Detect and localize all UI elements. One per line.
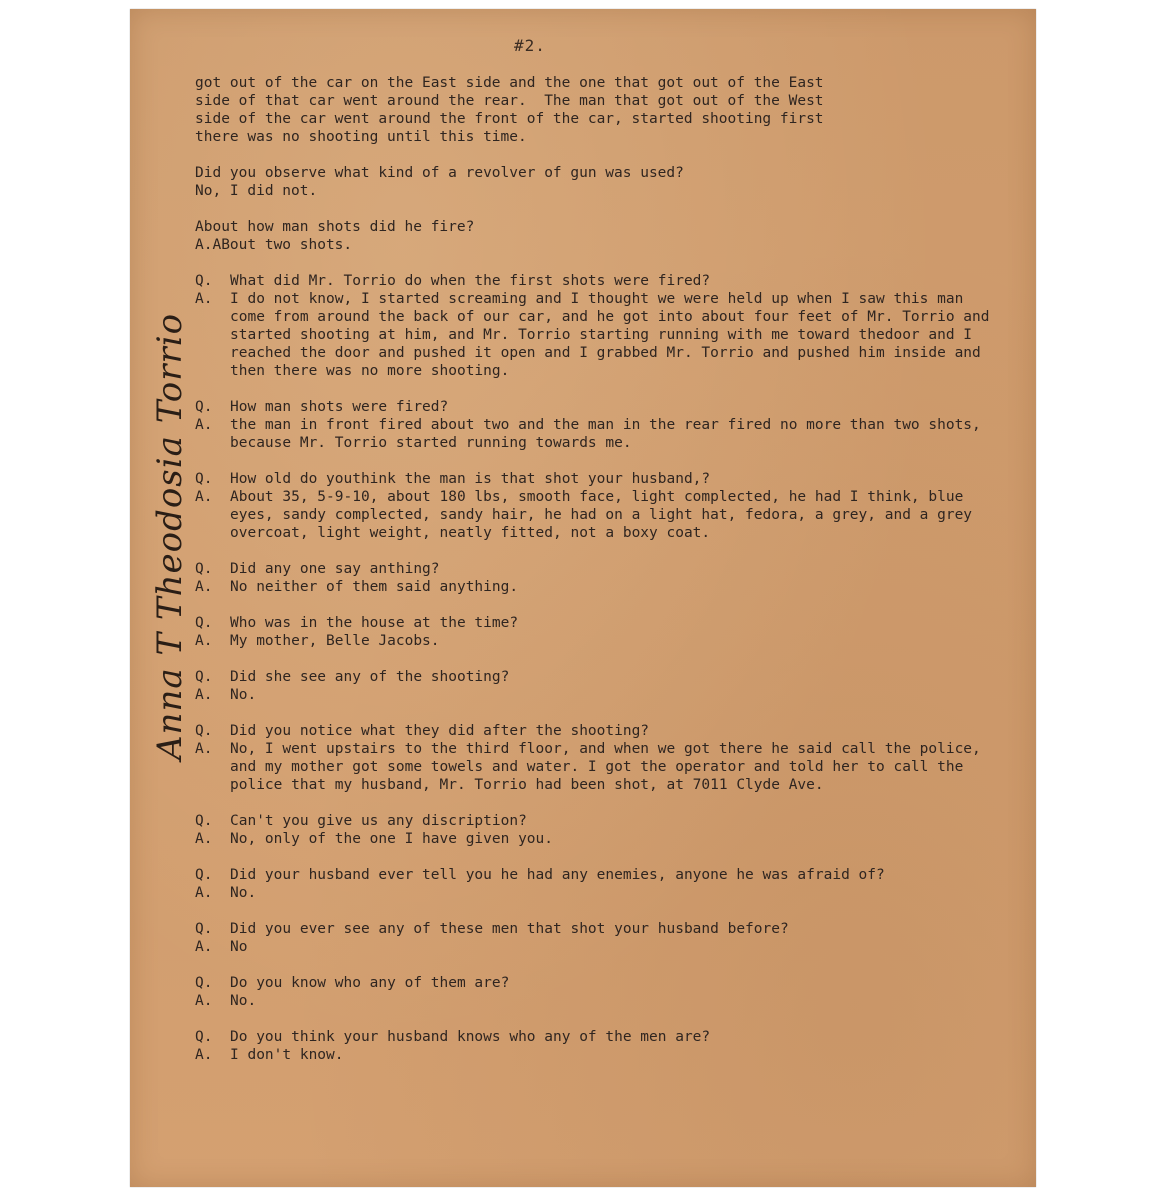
qa-block (195, 974, 995, 1010)
question (195, 560, 995, 578)
qa-block (195, 398, 995, 452)
question-label: Q. (195, 723, 213, 739)
question-label: Q. (195, 399, 213, 415)
answer-label: A. (195, 741, 213, 757)
answer-text: No. (230, 885, 257, 901)
handwritten-signature: Anna T Theodosia Torrio (150, 312, 190, 760)
answer-text: A.ABout two shots. (195, 237, 353, 253)
question-text: About how man shots did he fire? (195, 219, 475, 235)
answer (195, 992, 995, 1010)
qa-block (195, 614, 995, 650)
transcript-body (195, 74, 995, 1082)
question-text: What did Mr. Torrio do when the first shots were fired? (230, 273, 711, 289)
qa-block (195, 560, 995, 596)
question-text: Did you observe what kind of a revolver of gun was used? (195, 165, 684, 181)
question-text: Did any one say anthing? (230, 561, 440, 577)
answer (195, 632, 995, 650)
answer (195, 686, 995, 704)
answer-label: A. (195, 417, 213, 433)
question-text: Did she see any of the shooting? (230, 669, 510, 685)
answer-text: No neither of them said anything. (230, 579, 519, 595)
question-label: Q. (195, 975, 213, 991)
answer-text: No, I did not. (195, 183, 318, 199)
question (195, 974, 995, 992)
question (195, 470, 995, 488)
question (195, 398, 995, 416)
text-line: side of that car went around the rear. The man that got out of the West (195, 93, 824, 109)
question (195, 812, 995, 830)
answer-text: No (230, 939, 248, 955)
question-label: Q. (195, 615, 213, 631)
answer (195, 1046, 995, 1064)
question-label: Q. (195, 669, 213, 685)
answer-text: No, I went upstairs to the third floor, and when we got there he said call the police, and my mother got some towels and water. I got the operator and told her to call the police that my husband, Mr. Torrio had been shot, at 7011 Clyde Ave. (230, 741, 981, 793)
answer-text: My mother, Belle Jacobs. (230, 633, 440, 649)
question-label: Q. (195, 561, 213, 577)
question-text: Did your husband ever tell you he had any enemies, anyone he was afraid of? (230, 867, 885, 883)
qa-block (195, 722, 995, 794)
text-line: side of the car went around the front of the car, started shooting first (195, 111, 824, 127)
answer-label: A. (195, 579, 213, 595)
answer (195, 884, 995, 902)
question-text: Do you think your husband knows who any of the men are? (230, 1029, 711, 1045)
answer (195, 290, 995, 380)
answer (195, 740, 995, 794)
text-line: there was no shooting until this time. (195, 129, 527, 145)
answer-text: No. (230, 993, 257, 1009)
answer-label: A. (195, 687, 213, 703)
answer-text: the man in front fired about two and the man in the rear fired no more than two shots, because Mr. Torrio started running towards me. (230, 417, 981, 451)
question (195, 614, 995, 632)
qa-block (195, 866, 995, 902)
question-label: Q. (195, 813, 213, 829)
qa-block (195, 272, 995, 380)
question-text: Did you ever see any of these men that shot your husband before? (230, 921, 789, 937)
question-text: How old do youthink the man is that shot your husband,? (230, 471, 711, 487)
question-label: Q. (195, 867, 213, 883)
answer (195, 488, 995, 542)
answer-text: No, only of the one I have given you. (230, 831, 554, 847)
question (195, 866, 995, 884)
question (195, 272, 995, 290)
opening-paragraph (195, 74, 995, 146)
answer-label: A. (195, 489, 213, 505)
text-line: got out of the car on the East side and the one that got out of the East (195, 75, 824, 91)
answer-label: A. (195, 885, 213, 901)
question (195, 920, 995, 938)
question-text: How man shots were fired? (230, 399, 449, 415)
question-text: Who was in the house at the time? (230, 615, 519, 631)
question-text: Do you know who any of them are? (230, 975, 510, 991)
answer (195, 830, 995, 848)
qa-block (195, 812, 995, 848)
answer-label: A. (195, 939, 213, 955)
answer-label: A. (195, 1047, 213, 1063)
answer-label: A. (195, 291, 213, 307)
qa-block (195, 218, 995, 254)
answer-label: A. (195, 633, 213, 649)
answer-text: I don't know. (230, 1047, 344, 1063)
answer (195, 938, 995, 956)
answer-label: A. (195, 831, 213, 847)
answer-text: No. (230, 687, 257, 703)
answer-text: I do not know, I started screaming and I thought we were held up when I saw this man come from around the back of our car, and he got into about four feet of Mr. Torrio and started shooting at him, and Mr. Torrio starting running with me toward thedoor and I reached the door and pushed it open and I grabbed Mr. Torrio and pushed him inside and then there was no more shooting. (230, 291, 990, 379)
qa-block (195, 920, 995, 956)
question-text: Did you notice what they did after the shooting? (230, 723, 650, 739)
qa-block (195, 470, 995, 542)
question-text: Can't you give us any discription? (230, 813, 527, 829)
question-label: Q. (195, 471, 213, 487)
qa-block (195, 668, 995, 704)
page-number: #2. (514, 36, 546, 55)
qa-block (195, 164, 995, 200)
answer-text: About 35, 5-9-10, about 180 lbs, smooth face, light complected, he had I think, blue eyes, sandy complected, sandy hair, he had on a light hat, fedora, a grey, and a grey overcoat, light weight, neatly fitted, not a boxy coat. (230, 489, 973, 541)
answer (195, 416, 995, 452)
question (195, 722, 995, 740)
question-label: Q. (195, 1029, 213, 1045)
qa-block (195, 1028, 995, 1064)
question (195, 668, 995, 686)
question-label: Q. (195, 921, 213, 937)
question (195, 1028, 995, 1046)
answer-label: A. (195, 993, 213, 1009)
question-label: Q. (195, 273, 213, 289)
answer (195, 578, 995, 596)
